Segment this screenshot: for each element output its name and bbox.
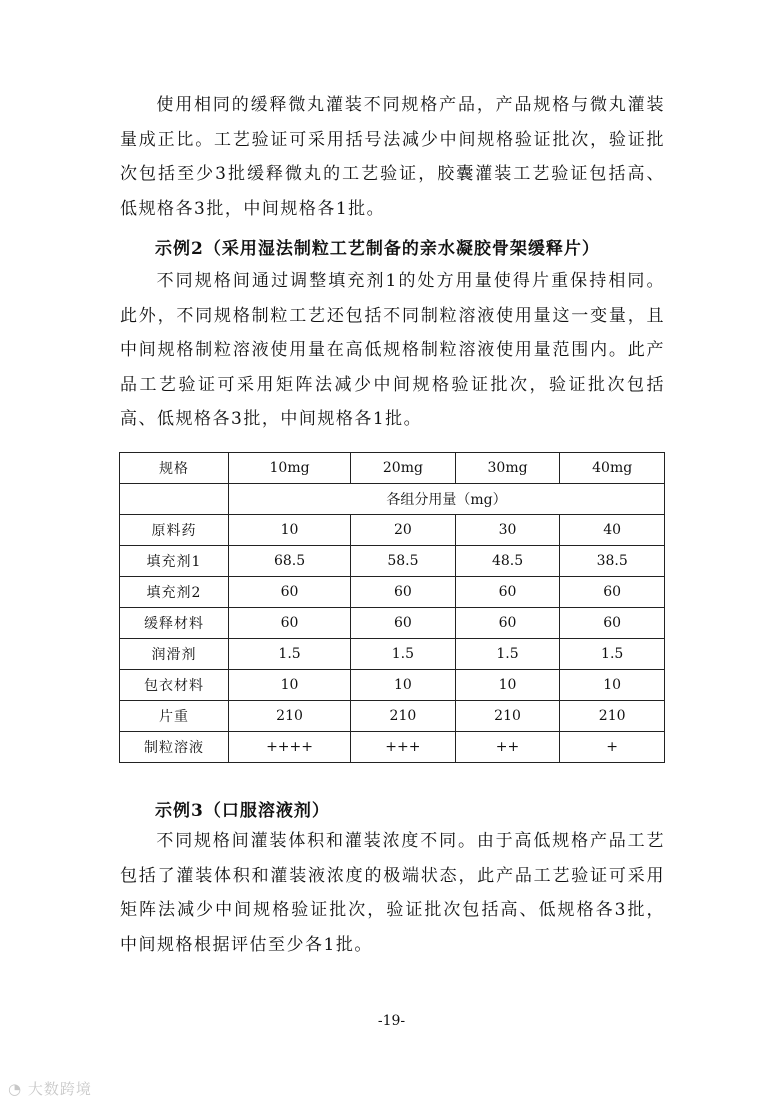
paragraph-example-3-text: 不同规格间灌装体积和灌装浓度不同。由于高低规格产品工艺包括了灌装体积和灌装液浓度的极端状态，此产品工艺验证可采用矩阵法减少中间规格验证批次，验证批次包括高、低规格各3批，中间规格根据评估至少各1批。 xyxy=(120,831,665,955)
table-cell: + xyxy=(560,732,665,763)
table-cell: 40 xyxy=(560,515,665,546)
table-cell: 30 xyxy=(455,515,560,546)
table-row-label: 缓释材料 xyxy=(120,608,229,639)
table-cell: +++ xyxy=(351,732,456,763)
table-cell: 60 xyxy=(351,608,456,639)
table-cell: 68.5 xyxy=(229,546,351,577)
table-row xyxy=(120,670,665,701)
table-cell: 60 xyxy=(455,608,560,639)
table-row-label: 润滑剂 xyxy=(120,639,229,670)
table-cell: 58.5 xyxy=(351,546,456,577)
table-column-header: 30mg xyxy=(455,453,560,484)
table-cell: 20 xyxy=(351,515,456,546)
table-row xyxy=(120,577,665,608)
table-cell: 60 xyxy=(229,577,351,608)
table-cell: ++ xyxy=(455,732,560,763)
table-cell: 210 xyxy=(455,701,560,732)
watermark-logo xyxy=(8,1078,92,1099)
table-cell: 10 xyxy=(351,670,456,701)
table-cell: 210 xyxy=(229,701,351,732)
table-column-header: 10mg xyxy=(229,453,351,484)
table-row-label: 原料药 xyxy=(120,515,229,546)
table-cell: 10 xyxy=(229,515,351,546)
table-cell: 60 xyxy=(560,577,665,608)
table-row xyxy=(120,701,665,732)
paragraph-example-2-text: 不同规格间通过调整填充剂1的处方用量使得片重保持相同。此外，不同规格制粒工艺还包括不同制粒溶液使用量这一变量，且中间规格制粒溶液使用量在高低规格制粒溶液使用量范围内。此产品工艺验证可采用矩阵法减少中间规格验证批次，验证批次包括高、低规格各3批，中间规格各1批。 xyxy=(120,271,665,429)
table-cell: 60 xyxy=(455,577,560,608)
table-cell: 60 xyxy=(560,608,665,639)
table-row xyxy=(120,639,665,670)
table-cell: 1.5 xyxy=(229,639,351,670)
table-unit-label: 各组分用量（mg） xyxy=(229,484,665,515)
table-cell: 10 xyxy=(455,670,560,701)
table-cell: 1.5 xyxy=(560,639,665,670)
table-corner-header: 规格 xyxy=(120,453,229,484)
table-row-label: 填充剂1 xyxy=(120,546,229,577)
paragraph-intro-text: 使用相同的缓释微丸灌装不同规格产品，产品规格与微丸灌装量成正比。工艺验证可采用括号法减少中间规格验证批次，验证批次包括至少3批缓释微丸的工艺验证，胶囊灌装工艺验证包括高、低规格各3批，中间规格各1批。 xyxy=(120,95,665,219)
table-column-header: 40mg xyxy=(560,453,665,484)
watermark-icon: ◔ xyxy=(8,1080,23,1098)
watermark-text: 大数跨境 xyxy=(27,1080,92,1098)
table-cell: 210 xyxy=(560,701,665,732)
page-number: -19- xyxy=(377,1013,406,1029)
table-cell: 1.5 xyxy=(351,639,456,670)
table-row-label: 制粒溶液 xyxy=(120,732,229,763)
table-row-label: 填充剂2 xyxy=(120,577,229,608)
table-cell: 48.5 xyxy=(455,546,560,577)
table-cell: 38.5 xyxy=(560,546,665,577)
table-header-row xyxy=(120,453,665,484)
table-empty-cell xyxy=(120,484,229,515)
example-2-heading: 示例2（采用湿法制粒工艺制备的亲水凝胶骨架缓释片） xyxy=(155,239,600,259)
table-cell: ++++ xyxy=(229,732,351,763)
table-cell: 60 xyxy=(229,608,351,639)
paragraph-intro xyxy=(120,88,665,226)
example-3-heading: 示例3（口服溶液剂） xyxy=(155,801,330,821)
table-row xyxy=(120,546,665,577)
table-unit-row xyxy=(120,484,665,515)
table-row xyxy=(120,608,665,639)
table-cell: 10 xyxy=(229,670,351,701)
table-row-label: 片重 xyxy=(120,701,229,732)
table-row xyxy=(120,732,665,763)
table-cell: 210 xyxy=(351,701,456,732)
table-cell: 1.5 xyxy=(455,639,560,670)
paragraph-example-3 xyxy=(120,824,665,962)
table-cell: 10 xyxy=(560,670,665,701)
table-row xyxy=(120,515,665,546)
paragraph-example-2 xyxy=(120,264,665,437)
table-row-label: 包衣材料 xyxy=(120,670,229,701)
formulation-table xyxy=(119,452,665,763)
table-column-header: 20mg xyxy=(351,453,456,484)
table-cell: 60 xyxy=(351,577,456,608)
